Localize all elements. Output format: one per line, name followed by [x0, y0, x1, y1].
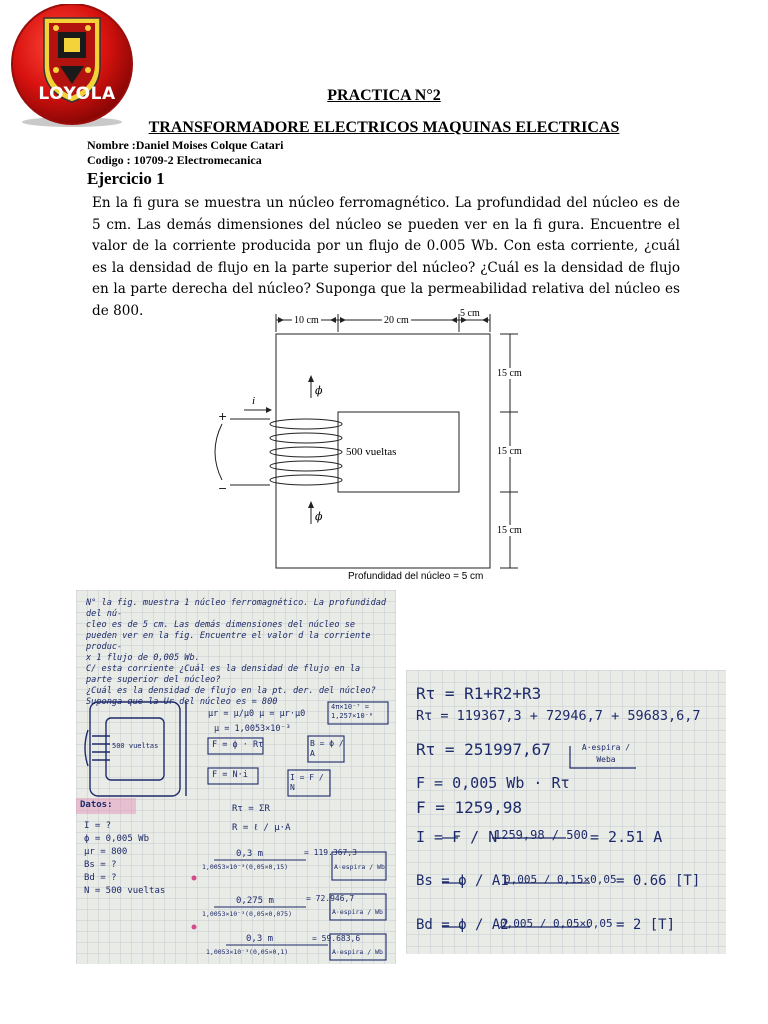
coil-sketch-label: 500 vueltas	[112, 742, 159, 750]
bd-formula: Bd = ϕ / A2	[416, 917, 509, 933]
rt-result: Rτ = 251997,67	[416, 740, 551, 759]
note-line: Suponga que la Ur del núcleo es = 800	[86, 697, 278, 707]
coil-label: 500 vueltas	[346, 446, 397, 458]
dim-right-15c: 15 cm	[497, 525, 522, 536]
box-b: B = ϕ / A	[310, 739, 344, 758]
current-result: = 2.51 A	[590, 828, 663, 846]
r3-unit: A·espira / Wb	[332, 948, 383, 956]
logo-text: LOYOLA	[38, 84, 116, 104]
depth-caption: Profundidad del núcleo = 5 cm	[348, 571, 484, 582]
mmf-value: F = 1259,98	[416, 798, 522, 817]
r1-unit: A·espira / Wb	[334, 863, 385, 871]
datos-item: Bd = ?	[84, 873, 117, 883]
box-flux: F = ϕ · Rτ	[212, 740, 264, 750]
r1-result: = 119.367,3	[304, 848, 357, 857]
current-fraction: 1259,98 / 500	[494, 828, 588, 842]
note-line: C/ esta corriente ¿Cuál es la densidad de flujo en la	[86, 664, 361, 674]
bd-fraction: 0,005 / 0,05×0,05	[500, 917, 613, 930]
plus-terminal: +	[218, 410, 228, 423]
note-line: N° la fig. muestra 1 núcleo ferromagnético. La profundidad del nú-	[86, 598, 387, 619]
datos-item: I = ?	[84, 821, 112, 831]
r3-num: 0,3 m	[246, 934, 274, 944]
dim-right-15a: 15 cm	[497, 368, 522, 379]
r2-result: = 72.946,7	[306, 894, 355, 903]
practice-title: PRACTICA N°2	[327, 87, 441, 104]
datos-item: Bs = ?	[84, 860, 117, 870]
course-title: TRANSFORMADORE ELECTRICOS MAQUINAS ELECTRICAS	[148, 119, 620, 136]
current-label: i	[252, 395, 256, 407]
handwritten-notes-left	[76, 590, 396, 964]
dim-right-15b: 15 cm	[497, 446, 522, 457]
r-total: Rτ = ΣR	[232, 804, 270, 814]
dim-top-20: 20 cm	[384, 315, 409, 326]
r3-den: 1,0053×10⁻³(0,05×0,1)	[206, 948, 289, 956]
note-line: pueden ver en la fig. Encuentre el valor d la corriente produc-	[86, 631, 371, 652]
handwritten-notes-right	[406, 670, 726, 954]
bs-result: = 0.66 [T]	[616, 873, 701, 889]
exercise-statement: En la fi gura se muestra un núcleo ferromagnético. La profundidad del núcleo es de 5 cm. Las demás dimensiones del núcleo se pueden ver en la fi gura. Encuentre el valor de la corriente producida por un flujo de 0.005 Wb. Con esta corriente, ¿cuál es la densidad de flujo en la parte superior del núcleo? ¿Cuál es la densidad de flujo en la parte derecha del núcleo? Suponga que la permeabilidad relativa del núcleo es de 800.	[92, 195, 680, 319]
core-figure	[200, 306, 540, 588]
mu-value: μ = 1,0053×10⁻³	[214, 724, 291, 734]
r3-result: = 59.683,6	[312, 934, 361, 943]
r2-den: 1,0053×10⁻³(0,05×0,075)	[202, 910, 293, 918]
datos-list	[84, 820, 165, 898]
bs-fraction: 0,005 / 0,15×0,05	[504, 873, 617, 886]
datos-item: μr = 800	[84, 847, 128, 857]
note-line: parte superior del núcleo?	[86, 675, 221, 685]
school-logo	[6, 4, 136, 128]
datos-label: Datos:	[80, 800, 113, 810]
note-line: cleo es de 5 cm. Las demás dimensiones del núcleo se	[86, 620, 356, 630]
flux-label-top: ϕ	[315, 384, 323, 397]
current-formula: I = F / N	[416, 828, 498, 846]
r1-num: 0,3 m	[236, 849, 264, 859]
mmf-formula: F = 0,005 Wb · Rτ	[416, 774, 570, 792]
exercise-heading: Ejercicio 1	[87, 169, 165, 188]
dim-top-5: 5 cm	[460, 308, 480, 319]
rt-unit: A·espira / Weba	[581, 743, 631, 764]
box-4pi: 4π×10⁻⁷ = 1,257×10⁻⁶	[331, 703, 374, 720]
box-ni: F = N·i	[212, 770, 248, 780]
r2-num: 0,275 m	[236, 896, 274, 906]
r-def: R = ℓ / μ·A	[232, 823, 291, 833]
box-i: I = F / N	[290, 773, 324, 792]
note-line: x 1 flujo de 0,005 Wb.	[86, 653, 200, 663]
r2-unit: A·espira / Wb	[332, 908, 383, 916]
student-name: Nombre :Daniel Moises Colque Catari	[87, 138, 284, 152]
bd-result: = 2 [T]	[616, 917, 676, 933]
student-code: Codigo : 10709-2 Electromecanica	[87, 153, 262, 167]
mu-formula: μr = μ/μ0 μ = μr·μ0	[208, 709, 306, 719]
datos-item: ϕ = 0,005 Wb	[84, 834, 150, 844]
minus-terminal: −	[218, 482, 228, 495]
note-line: ¿Cuál es la densidad de flujo en la pt. der. del núcleo?	[86, 686, 376, 696]
datos-item: N = 500 vueltas	[84, 886, 166, 896]
rt-sum: Rτ = R1+R2+R3	[416, 684, 542, 703]
r1-den: 1,0053×10⁻³(0,05×0,15)	[202, 863, 289, 871]
bs-formula: Bs = ϕ / A1	[416, 873, 509, 889]
rt-values: Rτ = 119367,3 + 72946,7 + 59683,6,7	[416, 708, 701, 724]
flux-label-bottom: ϕ	[315, 510, 323, 523]
dim-top-10: 10 cm	[294, 315, 319, 326]
